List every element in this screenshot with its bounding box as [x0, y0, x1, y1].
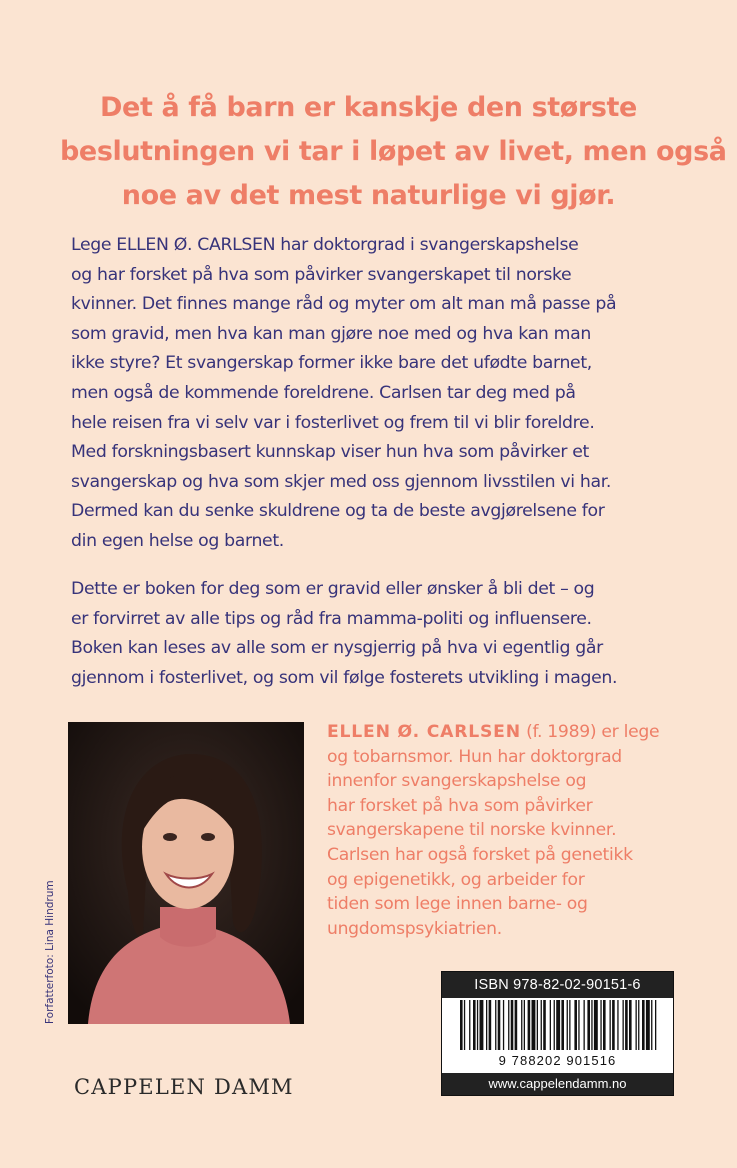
paragraph-line: som gravid, men hva kan man gjøre noe med og hva kan man	[71, 323, 591, 344]
author-bio	[327, 720, 667, 941]
paragraph-line: svangerskap og hva som skjer med oss gjennom livsstilen vi har.	[71, 471, 612, 492]
description-paragraph-2	[71, 575, 681, 693]
isbn-label: ISBN 978-82-02-90151-6	[442, 972, 673, 998]
paragraph-line: ikke styre? Et svangerskap former ikke bare det ufødte barnet,	[71, 353, 592, 374]
paragraph-line: kvinner. Det finnes mange råd og myter om alt man må passe på	[71, 294, 617, 315]
paragraph-line: er forvirret av alle tips og råd fra mamma-politi og influensere.	[71, 608, 592, 629]
description-paragraph-1	[71, 231, 681, 557]
barcode-bars	[442, 1000, 673, 1052]
bio-line: har forsket på hva som påvirker	[327, 795, 593, 816]
headline-line-3: noe av det mest naturlige vi gjør.	[121, 180, 616, 211]
paragraph-line: og har forsket på hva som påvirker svangerskapet til norske	[71, 264, 572, 285]
headline	[60, 86, 727, 218]
headline-line-1: Det å få barn er kanskje den største	[100, 92, 637, 123]
barcode-box	[441, 971, 674, 1096]
paragraph-line: din egen helse og barnet.	[71, 530, 284, 551]
bio-line: og epigenetikk, og arbeider for	[327, 869, 585, 890]
publisher-logo: CAPPELEN DAMM	[74, 1075, 294, 1099]
bio-line: og tobarnsmor. Hun har doktorgrad	[327, 746, 622, 767]
bio-first-line-rest: (f. 1989) er lege	[520, 722, 660, 742]
photo-credit: Forfatterfoto: Lina Hindrum	[44, 880, 56, 1024]
paragraph-line: Boken kan leses av alle som er nysgjerrig på hva vi egentlig går	[71, 638, 603, 659]
paragraph-line: Dermed kan du senke skuldrene og ta de beste avgjørelsene for	[71, 501, 605, 522]
paragraph-line: gjennom i fosterlivet, og som vil følge fosterets utvikling i magen.	[71, 667, 618, 688]
bio-line: svangerskapene til norske kvinner.	[327, 820, 617, 841]
bio-line: innenfor svangerskapshelse og	[327, 771, 587, 792]
paragraph-line: men også de kommende foreldrene. Carlsen tar deg med på	[71, 382, 576, 403]
author-name: ELLEN Ø. CARLSEN	[327, 722, 521, 742]
paragraph-line: Lege ELLEN Ø. CARLSEN har doktorgrad i svangerskapshelse	[71, 235, 579, 255]
paragraph-line: hele reisen fra vi selv var i fosterlivet og frem til vi blir foreldre.	[71, 412, 595, 433]
paragraph-line: Med forskningsbasert kunnskap viser hun hva som påvirker et	[71, 442, 589, 463]
bio-line: Carlsen har også forsket på genetikk	[327, 844, 633, 865]
headline-line-2: beslutningen vi tar i løpet av livet, men også	[60, 136, 727, 167]
bio-line: tiden som lege innen barne- og	[327, 894, 588, 915]
publisher-website: www.cappelendamm.no	[442, 1073, 673, 1095]
bio-line: ungdomspsykiatrien.	[327, 918, 502, 939]
barcode-digits: 9 788202 901516	[498, 1053, 617, 1068]
bio-first-line	[327, 720, 667, 745]
author-photo	[68, 722, 304, 1024]
paragraph-line: Dette er boken for deg som er gravid eller ønsker å bli det – og	[71, 579, 595, 599]
